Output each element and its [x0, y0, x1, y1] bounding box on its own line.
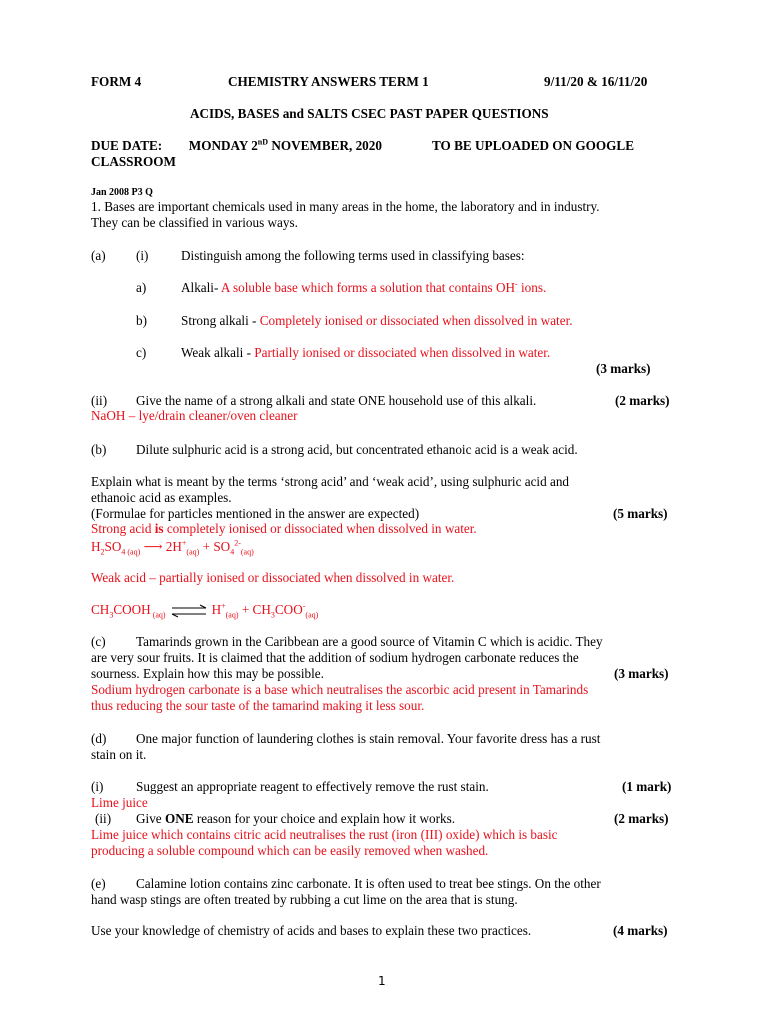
alkali-answer: A soluble base which forms a solution that contains OH- ions. [218, 279, 547, 295]
term-weak-alkali: Weak alkali - Partially ionised or dissociated when dissolved in water. [181, 345, 551, 360]
part-a-ii-text: Give the name of a strong alkali and state ONE household use of this alkali. [136, 393, 537, 408]
q1-intro: 1. Bases are important chemicals used in many areas in the home, the laboratory and in industry. [91, 199, 600, 214]
part-e-instruction: Use your knowledge of chemistry of acids and bases to explain these two practices. [91, 923, 532, 938]
part-d-text-cont: stain on it. [91, 747, 147, 762]
upload-instruction: TO BE UPLOADED ON GOOGLE [432, 138, 634, 153]
part-d-text: One major function of laundering clothes is stain removal. Your favorite dress has a rust [136, 731, 601, 746]
document-dates: 9/11/20 & 16/11/20 [544, 74, 648, 89]
document-subtitle: ACIDS, BASES and SALTS CSEC PAST PAPER QUESTIONS [190, 106, 549, 121]
part-b-explain: Explain what is meant by the terms ‘strong acid’ and ‘weak acid’, using sulphuric acid and [91, 474, 570, 489]
reaction-arrow-icon: ⟶ [143, 539, 163, 554]
page-number: 1 [378, 974, 386, 988]
marks-a-i: (3 marks) [596, 361, 651, 376]
part-e-text-cont: hand wasp stings are often treated by rubbing a cut lime on the area that is stung. [91, 892, 518, 907]
answer-d-ii: Lime juice which contains citric acid neutralises the rust (iron (III) oxide) which is basic [91, 827, 558, 842]
answer-d-i: Lime juice [91, 795, 148, 810]
part-b-label: (b) [91, 442, 107, 457]
answer-d-ii-cont: producing a soluble compound which can be easily removed when washed. [91, 843, 489, 858]
strong-alkali-answer: Completely ionised or dissociated when dissolved in water. [259, 313, 573, 328]
equilibrium-arrows-icon [170, 604, 208, 618]
part-e-label: (e) [91, 876, 106, 891]
term-strong-alkali: Strong alkali - Completely ionised or dissociated when dissolved in water. [181, 313, 573, 328]
part-c-text-cont2: sourness. Explain how this may be possible. [91, 666, 324, 681]
marks-c: (3 marks) [614, 666, 669, 681]
part-b-text: Dilute sulphuric acid is a strong acid, but concentrated ethanoic acid is a weak acid. [136, 442, 578, 457]
due-label: DUE DATE: [91, 138, 163, 153]
part-a-label: (a) [91, 248, 106, 263]
term-alkali: Alkali- A soluble base which forms a solution that contains OH- ions. [181, 279, 547, 295]
due-date-line [91, 138, 382, 154]
marks-d-ii: (2 marks) [614, 811, 669, 826]
answer-c-cont: thus reducing the sour taste of the tamarind making it less sour. [91, 698, 425, 713]
source-label: Jan 2008 P3 Q [91, 187, 153, 198]
equation-ethanoic-acid: $CH_3COOH$ $_{(aq)}$ $H^+_{(aq)} + CH_3COO^-_{(aq)}$ [91, 601, 319, 620]
part-d-i-label: (i) [91, 779, 104, 794]
answer-a-ii: NaOH – lye/drain cleaner/oven cleaner [91, 408, 298, 423]
form-label: FORM 4 [91, 74, 142, 89]
marks-b: (5 marks) [613, 506, 668, 521]
part-d-ii-label: (ii) [95, 811, 112, 826]
marks-d-i: (1 mark) [622, 779, 672, 794]
part-b-formulae-note: (Formulae for particles mentioned in the answer are expected) [91, 506, 420, 521]
due-date: MONDAY 2nD NOVEMBER, 2020 [188, 137, 382, 153]
weak-alkali-answer: Partially ionised or dissociated when dissolved in water. [254, 345, 551, 360]
part-e-text: Calamine lotion contains zinc carbonate. It is often used to treat bee stings. On the other [136, 876, 601, 891]
answer-weak-acid: Weak acid – partially ionised or dissociated when dissolved in water. [91, 570, 455, 585]
answer-c: Sodium hydrogen carbonate is a base which neutralises the ascorbic acid present in Tamarinds [91, 682, 589, 697]
term-letter: a) [136, 280, 147, 295]
part-a-i-text: Distinguish among the following terms used in classifying bases: [181, 248, 525, 263]
part-c-text-cont: are very sour fruits. It is claimed that the addition of sodium hydrogen carbonate reduces the [91, 650, 579, 665]
term-letter: b) [136, 313, 147, 328]
part-c-text: Tamarinds grown in the Caribbean are a good source of Vitamin C which is acidic. They [136, 634, 603, 649]
part-d-i-text: Suggest an appropriate reagent to effectively remove the rust stain. [136, 779, 489, 794]
equation-sulphuric-acid: $H_2SO_{4 (aq)}$ ⟶ $2H^+_{(aq)} + SO_4^{2-}_{(aq)}$ [91, 538, 254, 557]
q1-intro-cont: They can be classified in various ways. [91, 215, 298, 230]
term-letter: c) [136, 345, 147, 360]
part-d-ii-text: Give ONE reason for your choice and explain how it works. [136, 811, 455, 826]
answer-strong-acid: Strong acid is completely ionised or dissociated when dissolved in water. [91, 521, 477, 536]
part-a-i-label: (i) [136, 248, 149, 263]
upload-instruction-cont: CLASSROOM [91, 154, 176, 169]
part-d-label: (d) [91, 731, 107, 746]
part-b-explain-cont: ethanoic acid as examples. [91, 490, 232, 505]
part-c-label: (c) [91, 634, 106, 649]
part-a-ii-label: (ii) [91, 393, 108, 408]
marks-e: (4 marks) [613, 923, 668, 938]
marks-a-ii: (2 marks) [615, 393, 670, 408]
document-title: CHEMISTRY ANSWERS TERM 1 [228, 74, 429, 89]
